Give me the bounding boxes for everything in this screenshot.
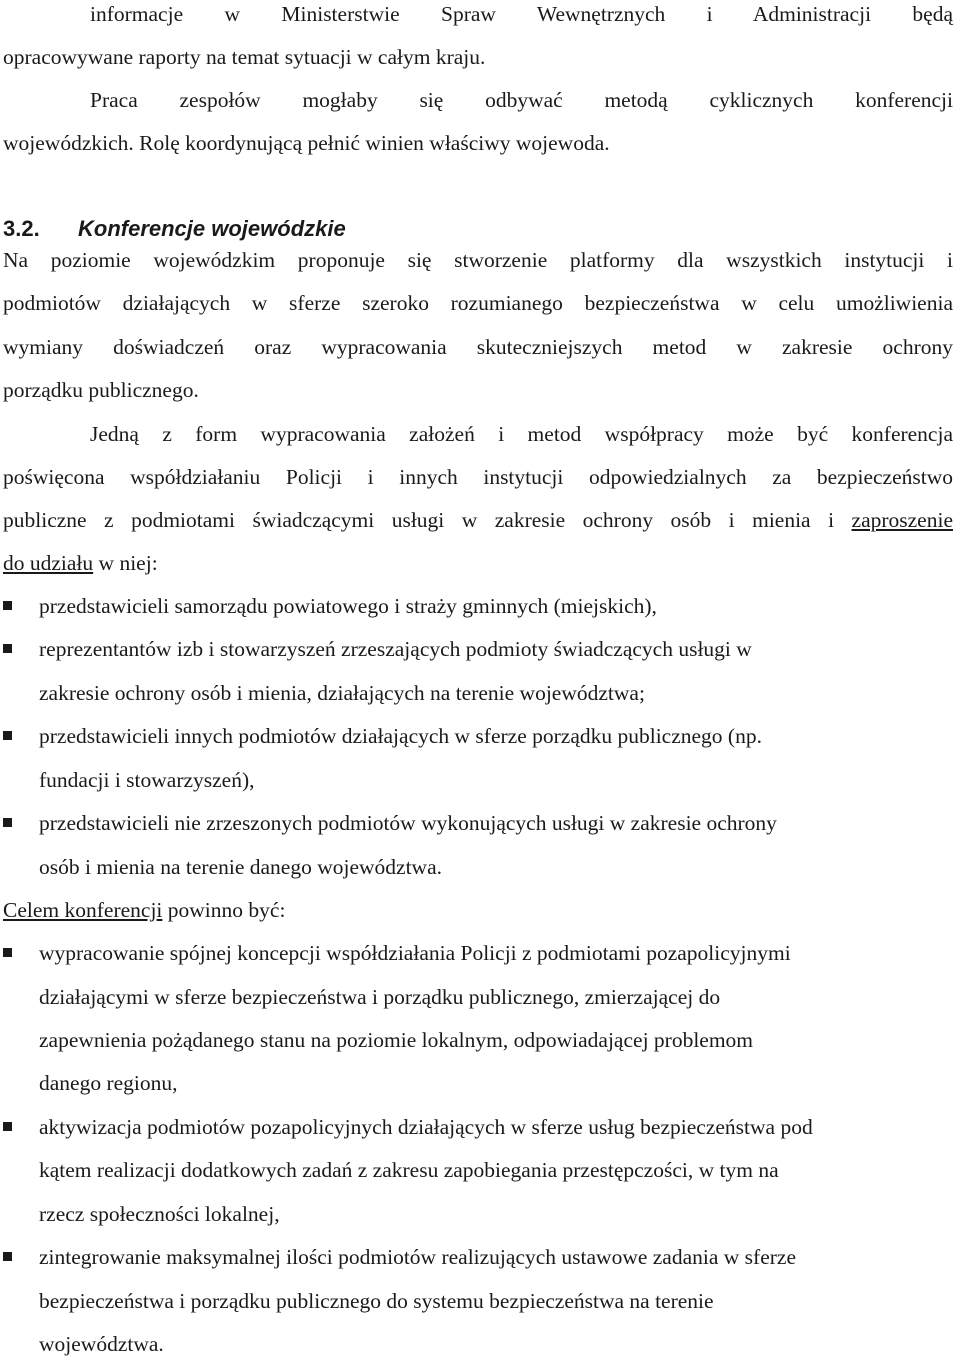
- para1-line-1: Na poziomie wojewódzkim proponuje się stworzenie platformy dla wszystkich instytucji i: [3, 248, 953, 272]
- square-bullet-icon: [3, 731, 12, 740]
- goal-item-3-line-3: województwa.: [39, 1332, 164, 1356]
- intro-line-3: Praca zespołów mogłaby się odbywać metodą cyklicznych konferencji: [90, 88, 953, 112]
- section-heading: [3, 216, 346, 242]
- square-bullet-icon: [3, 818, 12, 827]
- square-bullet-icon: [3, 644, 12, 653]
- goal-intro-text: powinno być:: [162, 898, 286, 922]
- goal-item-1-line-2: działającymi w sferze bezpieczeństwa i porządku publicznego, zmierzającej do: [39, 985, 721, 1009]
- section-title: Konferencje wojewódzkie: [78, 216, 346, 241]
- para2-line-4: [3, 550, 953, 576]
- invite-item-4-line-1: przedstawicieli nie zrzeszonych podmiotów wykonujących usługi w zakresie ochrony: [39, 811, 777, 835]
- invite-item-2-line-1: reprezentantów izb i stowarzyszeń zrzeszających podmioty świadczących usługi w: [39, 637, 752, 661]
- para2-line-2: poświęcona współdziałaniu Policji i innych instytucji odpowiedzialnych za bezpieczeństwo: [3, 465, 953, 489]
- invite-item-4-line-2: osób i mienia na terenie danego województwa.: [39, 855, 442, 879]
- para2-line-3-text: publiczne z podmiotami świadczącymi usługi w zakresie ochrony osób i mienia i: [3, 508, 852, 532]
- goal-intro: [3, 897, 953, 923]
- square-bullet-icon: [3, 1252, 12, 1261]
- intro-line-2: opracowywane raporty na temat sytuacji w całym kraju.: [3, 45, 486, 69]
- square-bullet-icon: [3, 948, 12, 957]
- goal-item-1-line-1: wypracowanie spójnej koncepcji współdziałania Policji z podmiotami pozapolicyjnymi: [39, 941, 791, 965]
- invite-item-3-line-1: przedstawicieli innych podmiotów działających w sferze porządku publicznego (np.: [39, 724, 762, 748]
- goal-item-2-line-3: rzecz społeczności lokalnej,: [39, 1202, 280, 1226]
- goal-item-3-line-2: bezpieczeństwa i porządku publicznego do systemu bezpieczeństwa na terenie: [39, 1289, 714, 1313]
- invite-item-3-line-2: fundacji i stowarzyszeń),: [39, 768, 255, 792]
- goal-item-2-line-2: kątem realizacji dodatkowych zadań z zakresu zapobiegania przestępczości, w tym na: [39, 1158, 779, 1182]
- intro-line-1: informacje w Ministerstwie Spraw Wewnętrznych i Administracji będą: [90, 2, 953, 26]
- goal-item-1-line-4: danego regionu,: [39, 1071, 178, 1095]
- square-bullet-icon: [3, 601, 12, 610]
- para2-line-4-text: w niej:: [93, 551, 158, 575]
- para1-line-2: podmiotów działających w sferze szeroko rozumianego bezpieczeństwa w celu umożliwienia: [3, 291, 953, 315]
- section-number: 3.2.: [3, 216, 40, 241]
- conference-goal-link[interactable]: Celem konferencji: [3, 898, 163, 922]
- para1-line-3: wymiany doświadczeń oraz wypracowania skuteczniejszych metod w zakresie ochrony: [3, 335, 953, 359]
- invitation-link[interactable]: zaproszenie: [851, 508, 953, 532]
- intro-line-4: wojewódzkich. Rolę koordynującą pełnić winien właściwy wojewoda.: [3, 131, 610, 155]
- para2-line-1: Jedną z form wypracowania założeń i metod współpracy może być konferencja: [90, 422, 953, 446]
- participation-link[interactable]: do udziału: [3, 551, 94, 575]
- invite-item-1-line-1: przedstawicieli samorządu powiatowego i straży gminnych (miejskich),: [39, 594, 657, 618]
- goal-item-3-line-1: zintegrowanie maksymalnej ilości podmiotów realizujących ustawowe zadania w sferze: [39, 1245, 796, 1269]
- para2-line-3: [3, 507, 953, 533]
- invite-item-2-line-2: zakresie ochrony osób i mienia, działających na terenie województwa;: [39, 681, 645, 705]
- goal-item-1-line-3: zapewnienia pożądanego stanu na poziomie lokalnym, odpowiadającej problemom: [39, 1028, 754, 1052]
- para1-line-4: porządku publicznego.: [3, 378, 199, 402]
- square-bullet-icon: [3, 1122, 12, 1131]
- goal-item-2-line-1: aktywizacja podmiotów pozapolicyjnych działających w sferze usług bezpieczeństwa pod: [39, 1115, 813, 1139]
